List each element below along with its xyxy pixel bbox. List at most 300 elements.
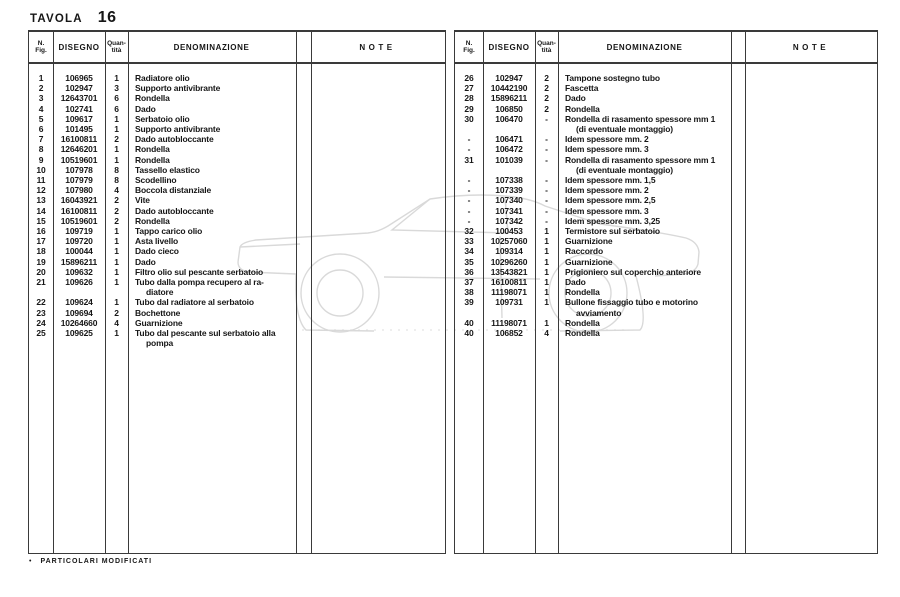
cell-disegno-number: 107340 (495, 195, 523, 206)
cell-fig-number: - (467, 205, 471, 216)
denominazione-line: Scodellino (135, 175, 177, 186)
cell-disegno-number: 15896211 (60, 256, 98, 267)
cell-disegno-number: 106965 (65, 73, 93, 83)
cell-fig-number: 37 (464, 277, 474, 288)
cell-fig-number: 39 (464, 297, 474, 308)
denominazione-line: Idem spessore mm. 3,25 (565, 215, 660, 226)
denominazione-line: Rondella di rasamento spessore mm 1 (565, 154, 716, 165)
cell-quantity: 4 (114, 317, 119, 328)
table-row (455, 226, 877, 236)
table-row (29, 144, 445, 154)
cell-denominazione (558, 257, 877, 267)
cell-disegno-number: 107979 (65, 175, 93, 186)
cell-quantity: 1 (114, 124, 119, 135)
denominazione-line: Tubo dal pescante sul serbatoio alla (135, 328, 276, 339)
cell-disegno-number: 109694 (65, 307, 93, 318)
cell-disegno-number: 106852 (495, 328, 523, 339)
header-note: NOTE (792, 42, 830, 52)
cell-disegno-number: 100044 (65, 246, 93, 257)
cell-disegno-number: 107342 (495, 215, 523, 226)
cell-denominazione (128, 185, 445, 195)
table-row (455, 277, 877, 287)
cell-fig-number: 29 (464, 103, 474, 114)
cell-disegno-number: 107338 (495, 175, 523, 186)
cell-quantity: 1 (544, 297, 549, 308)
cell-fig-number: 1 (38, 73, 44, 83)
cell-disegno-number: 100453 (495, 226, 523, 237)
table-row (29, 277, 445, 297)
cell-fig-number: 22 (36, 297, 46, 308)
cell-disegno-number: 109624 (65, 297, 93, 308)
cell-fig-number: 35 (464, 256, 474, 267)
cell-denominazione (128, 124, 445, 134)
cell-fig-number: 19 (36, 256, 46, 267)
cell-denominazione (128, 144, 445, 154)
denominazione-line: Dado autobloccante (135, 205, 214, 216)
cell-disegno-number: 106471 (495, 134, 523, 145)
cell-quantity: - (545, 215, 548, 226)
cell-denominazione (128, 175, 445, 185)
cell-disegno-number: 10296260 (490, 256, 528, 267)
cell-fig-number: 7 (38, 134, 44, 145)
cell-disegno-number: 107980 (65, 185, 93, 196)
cell-denominazione (558, 195, 877, 205)
header-disegno: DISEGNO (488, 42, 530, 52)
cell-quantity: 1 (114, 154, 119, 165)
cell-disegno-number: 12643701 (60, 93, 98, 104)
cell-fig-number: 30 (464, 113, 474, 124)
table-row (455, 114, 877, 134)
cell-quantity: 2 (114, 134, 119, 145)
cell-denominazione (128, 83, 445, 93)
cell-disegno-number: 109731 (495, 297, 523, 308)
table-row (29, 104, 445, 114)
denominazione-line: Vite (135, 195, 150, 206)
cell-fig-number: 4 (38, 103, 44, 114)
cell-disegno-number: 106472 (495, 144, 523, 155)
cell-denominazione (128, 216, 445, 226)
cell-disegno-number: 109314 (495, 246, 523, 257)
cell-denominazione (128, 104, 445, 114)
cell-denominazione (128, 236, 445, 246)
denominazione-line: Tappo carico olio (135, 226, 203, 237)
table-rows (455, 64, 877, 553)
denominazione-line: Dado (135, 103, 156, 114)
table-row (455, 195, 877, 205)
table-row (29, 124, 445, 134)
table-row (29, 308, 445, 318)
cell-disegno-number: 109719 (65, 226, 93, 237)
cell-quantity: 1 (544, 287, 549, 298)
cell-quantity: 2 (544, 103, 549, 114)
denominazione-line: Idem spessore mm. 2 (565, 134, 649, 145)
cell-denominazione (128, 114, 445, 124)
denominazione-line: Rondella (135, 215, 170, 226)
header-fig: N. Fig. (463, 39, 475, 54)
cell-quantity: 2 (114, 307, 119, 318)
cell-quantity: 4 (544, 328, 549, 339)
cell-fig-number: 38 (464, 287, 474, 298)
denominazione-line: Supporto antivibrante (135, 124, 221, 135)
table-row (455, 206, 877, 216)
cell-quantity: 1 (114, 246, 119, 257)
denominazione-line: Supporto antivibrante (135, 83, 221, 94)
cell-denominazione (128, 318, 445, 328)
denominazione-line: Rondella (565, 328, 600, 339)
cell-denominazione (558, 185, 877, 195)
table-row (455, 175, 877, 185)
cell-quantity: 1 (114, 297, 119, 308)
cell-fig-number: 31 (464, 154, 474, 165)
table-row (29, 165, 445, 175)
cell-fig-number: 11 (36, 175, 46, 186)
cell-fig-number: - (467, 144, 471, 155)
table-row (29, 114, 445, 124)
cell-fig-number: - (467, 175, 471, 186)
cell-quantity: 2 (544, 93, 549, 104)
header-note: NOTE (359, 42, 396, 52)
cell-fig-number: 32 (464, 226, 474, 237)
cell-disegno-number: 102741 (65, 103, 93, 114)
cell-fig-number: 40 (464, 328, 474, 339)
denominazione-line: Tassello elastico (135, 164, 200, 175)
table-row (29, 216, 445, 226)
denominazione-line: Bochettone (135, 307, 181, 318)
cell-quantity: 1 (544, 266, 549, 277)
denominazione-line: Idem spessore mm. 2,5 (565, 195, 656, 206)
cell-denominazione (128, 165, 445, 175)
table-row (29, 175, 445, 185)
cell-fig-number: 3 (38, 93, 44, 104)
cell-disegno-number: 10519601 (60, 154, 98, 165)
denominazione-line: diatore (146, 287, 174, 298)
cell-fig-number: 9 (38, 154, 44, 165)
cell-denominazione (128, 297, 445, 307)
cell-fig-number: 13 (36, 195, 46, 206)
cell-quantity: 1 (544, 277, 549, 288)
cell-denominazione (128, 328, 445, 348)
table-row (455, 73, 877, 83)
cell-fig-number: - (467, 215, 471, 226)
cell-denominazione (558, 175, 877, 185)
cell-quantity: 1 (114, 226, 119, 237)
denominazione-line: avviamento (576, 307, 622, 318)
cell-quantity: 1 (114, 266, 119, 277)
cell-fig-number: 2 (38, 83, 44, 94)
denominazione-line: Prigioniero sul coperchio anteriore (565, 266, 701, 277)
cell-denominazione (558, 206, 877, 216)
cell-disegno-number: 10519601 (60, 215, 98, 226)
table-row (29, 93, 445, 103)
table-row (455, 267, 877, 277)
cell-disegno-number: 102947 (495, 73, 523, 83)
cell-fig-number: 18 (36, 246, 46, 257)
cell-fig-number: 36 (464, 266, 474, 277)
denominazione-line: Tubo dal radiatore al serbatoio (135, 297, 254, 308)
cell-fig-number: 12 (36, 185, 46, 196)
cell-quantity: 1 (114, 144, 119, 155)
cell-quantity: 1 (544, 246, 549, 257)
cell-disegno-number: 107341 (495, 205, 523, 216)
cell-quantity: 4 (114, 185, 119, 196)
table-row (29, 134, 445, 144)
cell-disegno-number: 109617 (65, 113, 93, 124)
page-title (30, 9, 117, 27)
cell-disegno-number: 15896211 (490, 93, 528, 104)
cell-quantity: 3 (114, 83, 119, 94)
denominazione-line: Tampone sostegno tubo (565, 73, 660, 83)
cell-fig-number: 40 (464, 317, 474, 328)
cell-quantity: 2 (544, 73, 549, 83)
header-disegno: DISEGNO (58, 42, 100, 52)
cell-quantity: 2 (544, 83, 549, 94)
cell-denominazione (558, 236, 877, 246)
cell-quantity: 2 (114, 205, 119, 216)
cell-denominazione (128, 73, 445, 83)
table-row (29, 226, 445, 236)
denominazione-line: pompa (146, 338, 174, 349)
denominazione-line: Rondella (565, 317, 600, 328)
footnote (29, 558, 152, 565)
cell-quantity: - (545, 154, 548, 165)
table-row (29, 206, 445, 216)
cell-quantity: 1 (114, 256, 119, 267)
cell-denominazione (558, 297, 877, 317)
cell-denominazione (558, 226, 877, 236)
cell-fig-number: 33 (464, 236, 474, 247)
cell-denominazione (128, 195, 445, 205)
cell-disegno-number: 10257060 (490, 236, 528, 247)
cell-quantity: - (545, 205, 548, 216)
denominazione-line: Guarnizione (135, 317, 183, 328)
cell-disegno-number: 11198071 (491, 317, 527, 328)
table-row (455, 246, 877, 256)
cell-fig-number: 25 (36, 328, 46, 339)
denominazione-line: Boccola distanziale (135, 185, 212, 196)
cell-disegno-number: 101495 (65, 124, 93, 135)
cell-fig-number: 14 (36, 205, 46, 216)
denominazione-line: Idem spessore mm. 2 (565, 185, 649, 196)
table-row (455, 155, 877, 175)
cell-quantity: 2 (114, 215, 119, 226)
cell-fig-number: - (467, 195, 471, 206)
cell-quantity: - (545, 195, 548, 206)
table-row (455, 134, 877, 144)
table-row (29, 297, 445, 307)
denominazione-line: Idem spessore mm. 3 (565, 205, 649, 216)
denominazione-line: Radiatore olio (135, 73, 190, 83)
table-row (29, 155, 445, 165)
denominazione-line: Idem spessore mm. 1,5 (565, 175, 656, 186)
cell-disegno-number: 13543821 (490, 266, 528, 277)
cell-quantity: - (545, 144, 548, 155)
cell-quantity: 1 (544, 236, 549, 247)
cell-denominazione (558, 144, 877, 154)
cell-quantity: 8 (114, 164, 119, 175)
cell-disegno-number: 102947 (65, 83, 93, 94)
denominazione-line: Rondella (135, 144, 170, 155)
cell-denominazione (558, 328, 877, 338)
cell-disegno-number: 16043921 (60, 195, 98, 206)
cell-disegno-number: 106850 (495, 103, 523, 114)
cell-quantity: 6 (114, 103, 119, 114)
table-row (455, 236, 877, 246)
header-fig: N. Fig. (35, 39, 47, 54)
table-row (29, 246, 445, 256)
cell-fig-number: 17 (36, 236, 46, 247)
table-row (455, 257, 877, 267)
cell-denominazione (128, 246, 445, 256)
cell-quantity: - (545, 175, 548, 186)
denominazione-line: (di eventuale montaggio) (576, 124, 673, 135)
denominazione-line: Dado cieco (135, 246, 179, 257)
table-row (455, 93, 877, 103)
denominazione-line: Dado (565, 93, 586, 104)
cell-denominazione (128, 257, 445, 267)
cell-denominazione (128, 226, 445, 236)
denominazione-line: Termistore sul serbatoio (565, 226, 660, 237)
parts-table-right (454, 30, 878, 554)
cell-quantity: 1 (544, 317, 549, 328)
cell-disegno-number: 109625 (65, 328, 93, 339)
cell-denominazione (128, 206, 445, 216)
cell-fig-number: - (467, 134, 471, 145)
cell-quantity: 1 (114, 277, 119, 288)
cell-fig-number: - (467, 185, 471, 196)
cell-denominazione (558, 318, 877, 328)
cell-fig-number: 6 (38, 124, 44, 135)
denominazione-line: Guarnizione (565, 236, 613, 247)
cell-disegno-number: 16100811 (60, 134, 98, 145)
cell-denominazione (128, 308, 445, 318)
cell-denominazione (128, 93, 445, 103)
cell-quantity: 1 (114, 73, 119, 83)
cell-quantity: - (545, 113, 548, 124)
denominazione-line: Rondella di rasamento spessore mm 1 (565, 113, 716, 124)
cell-denominazione (558, 114, 877, 134)
cell-quantity: 8 (114, 175, 119, 186)
cell-fig-number: 21 (36, 277, 46, 288)
cell-denominazione (558, 93, 877, 103)
cell-fig-number: 23 (36, 307, 46, 318)
denominazione-line: Dado (565, 277, 586, 288)
cell-disegno-number: 106470 (495, 113, 523, 124)
cell-fig-number: 27 (464, 83, 474, 94)
cell-disegno-number: 107339 (495, 185, 523, 196)
cell-disegno-number: 101039 (495, 154, 523, 165)
cell-fig-number: 24 (36, 317, 46, 328)
cell-quantity: 1 (114, 328, 119, 339)
cell-fig-number: 15 (36, 215, 46, 226)
header-denominazione: DENOMINAZIONE (606, 42, 683, 52)
table-row (29, 185, 445, 195)
denominazione-line: Dado (135, 256, 156, 267)
denominazione-line: Rondella (135, 93, 170, 104)
table-row (455, 328, 877, 338)
denominazione-line: Filtro olio sul pescante serbatoio (135, 266, 264, 277)
table-rows (29, 64, 445, 553)
cell-denominazione (558, 134, 877, 144)
cell-disegno-number: 109720 (65, 236, 93, 247)
header-quantita: Quan- tità (537, 39, 556, 54)
cell-denominazione (558, 83, 877, 93)
cell-fig-number: 10 (36, 164, 46, 175)
cell-fig-number: 5 (38, 113, 44, 124)
cell-disegno-number: 16100811 (60, 205, 98, 216)
cell-quantity: 6 (114, 93, 119, 104)
cell-quantity: 2 (114, 195, 119, 206)
cell-denominazione (558, 287, 877, 297)
cell-denominazione (128, 134, 445, 144)
cell-disegno-number: 11198071 (491, 287, 527, 298)
cell-fig-number: 26 (464, 73, 474, 83)
header-denominazione: DENOMINAZIONE (173, 42, 250, 52)
cell-fig-number: 16 (36, 226, 46, 237)
cell-disegno-number: 109626 (65, 277, 93, 288)
table-row (29, 83, 445, 93)
table-row (455, 297, 877, 317)
table-row (455, 83, 877, 93)
cell-denominazione (128, 155, 445, 165)
cell-disegno-number: 10442190 (490, 83, 528, 94)
cell-denominazione (128, 277, 445, 297)
page-title-label: TAVOLA (30, 13, 83, 25)
table-row (455, 287, 877, 297)
cell-denominazione (558, 73, 877, 83)
table-row (29, 267, 445, 277)
denominazione-line: Dado autobloccante (135, 134, 214, 145)
modified-part-marker-icon: • (29, 558, 32, 565)
table-row (455, 216, 877, 226)
cell-fig-number: 20 (36, 266, 46, 277)
cell-quantity: 1 (114, 113, 119, 124)
cell-denominazione (128, 267, 445, 277)
denominazione-line: Raccordo (565, 246, 604, 257)
denominazione-line: Fascetta (565, 83, 599, 94)
denominazione-line: Asta livello (135, 236, 179, 247)
table-header (29, 32, 445, 64)
table-row (455, 185, 877, 195)
table-row (455, 104, 877, 114)
cell-denominazione (558, 267, 877, 277)
cell-disegno-number: 10264660 (60, 317, 98, 328)
denominazione-line: Rondella (565, 287, 600, 298)
cell-denominazione (558, 216, 877, 226)
table-header (455, 32, 877, 64)
denominazione-line: Rondella (135, 154, 170, 165)
cell-disegno-number: 12646201 (60, 144, 98, 155)
header-quantita: Quan- tità (107, 39, 126, 54)
cell-denominazione (558, 277, 877, 287)
cell-denominazione (558, 155, 877, 175)
cell-denominazione (558, 104, 877, 114)
cell-fig-number: 8 (38, 144, 44, 155)
page-title-number: 16 (97, 9, 117, 26)
cell-quantity: - (545, 185, 548, 196)
cell-disegno-number: 16100811 (490, 277, 528, 288)
table-row (29, 257, 445, 267)
cell-quantity: 1 (544, 226, 549, 237)
parts-table-left (28, 30, 446, 554)
cell-disegno-number: 109632 (65, 266, 93, 277)
denominazione-line: (di eventuale montaggio) (576, 164, 673, 175)
denominazione-line: Serbatoio olio (135, 113, 190, 124)
table-row (455, 318, 877, 328)
denominazione-line: Guarnizione (565, 256, 613, 267)
cell-quantity: 1 (544, 256, 549, 267)
table-row (29, 73, 445, 83)
denominazione-line: Bullone fissaggio tubo e motorino (565, 297, 698, 308)
